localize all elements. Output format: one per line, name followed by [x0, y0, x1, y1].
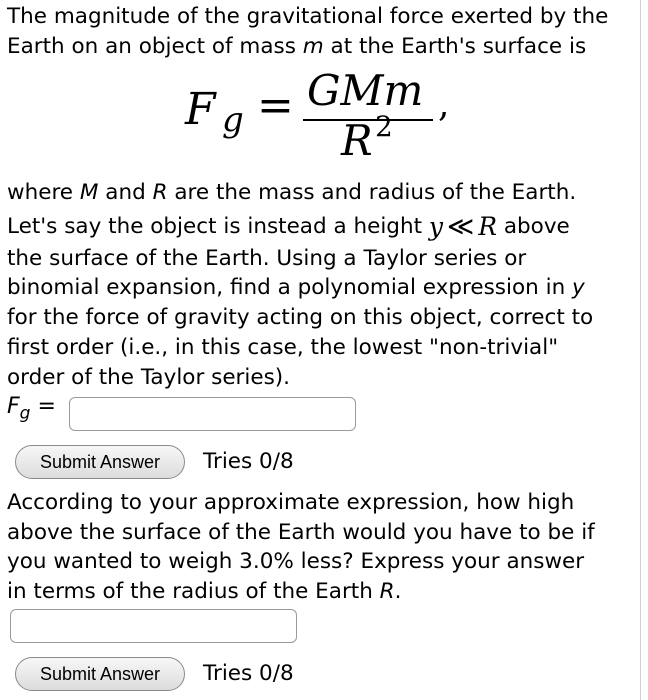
- gravity-formula: [185, 66, 465, 166]
- inline-math-y-much-less-R: y ≪ R: [428, 211, 498, 242]
- page-right-border: [640, 0, 641, 700]
- tries-counter-1: Tries 0/8: [203, 449, 294, 474]
- question-2: [7, 488, 595, 607]
- q2-line-2: above the surface of the Earth would you have to be if: [7, 519, 595, 545]
- q1b-line-1: where M and R are the mass and radius of the Earth.: [7, 180, 577, 205]
- q1b-line-7: order of the Taylor series).: [7, 364, 291, 390]
- submit-answer-2-button[interactable]: Submit Answer: [15, 657, 185, 691]
- formula-comma: ,: [438, 84, 450, 125]
- formula-exponent-2: 2: [375, 110, 393, 143]
- formula-denominator-R: R: [341, 116, 373, 165]
- mass-symbol: m: [302, 33, 324, 59]
- symbol-R-2: R: [379, 579, 395, 605]
- q1-line-1: The magnitude of the gravitational force exerted by the: [7, 4, 609, 29]
- formula-equals: =: [257, 80, 294, 131]
- q1b-line-6: first order (i.e., in this case, the lowest "non-trivial": [7, 334, 559, 360]
- formula-F: F: [185, 84, 216, 135]
- symbol-y: y: [572, 275, 585, 301]
- answer-2-input[interactable]: [10, 609, 297, 643]
- q2-line-1: According to your approximate expression, how high: [7, 490, 575, 515]
- formula-numerator: GMm: [307, 66, 424, 115]
- q1b-line-5: for the force of gravity acting on this object, correct to: [7, 305, 594, 331]
- formula-subscript-g: g: [222, 100, 244, 140]
- symbol-M: M: [79, 180, 99, 205]
- question-1-intro: [7, 2, 608, 61]
- submit-answer-1-button[interactable]: Submit Answer: [15, 445, 185, 479]
- q1b-line-3: the surface of the Earth. Using a Taylor series or: [7, 245, 527, 271]
- q2-line-4: in terms of the radius of the Earth R.: [7, 579, 402, 605]
- tries-counter-2: Tries 0/8: [203, 661, 294, 686]
- question-1-body: [7, 178, 593, 392]
- q2-line-3: you wanted to weigh 3.0% less? Express your answer: [7, 549, 585, 575]
- answer-1-label: $F_g$ =: [7, 394, 56, 424]
- q1b-line-2: Let's say the object is instead a height y ≪ R above: [7, 211, 570, 242]
- q1b-line-4: binomial expansion, find a polynomial expression in y: [7, 275, 585, 301]
- answer-1-input[interactable]: [69, 397, 356, 431]
- q1-line-2: Earth on an object of mass m at the Earth's surface is: [7, 33, 587, 59]
- symbol-R: R: [152, 180, 168, 205]
